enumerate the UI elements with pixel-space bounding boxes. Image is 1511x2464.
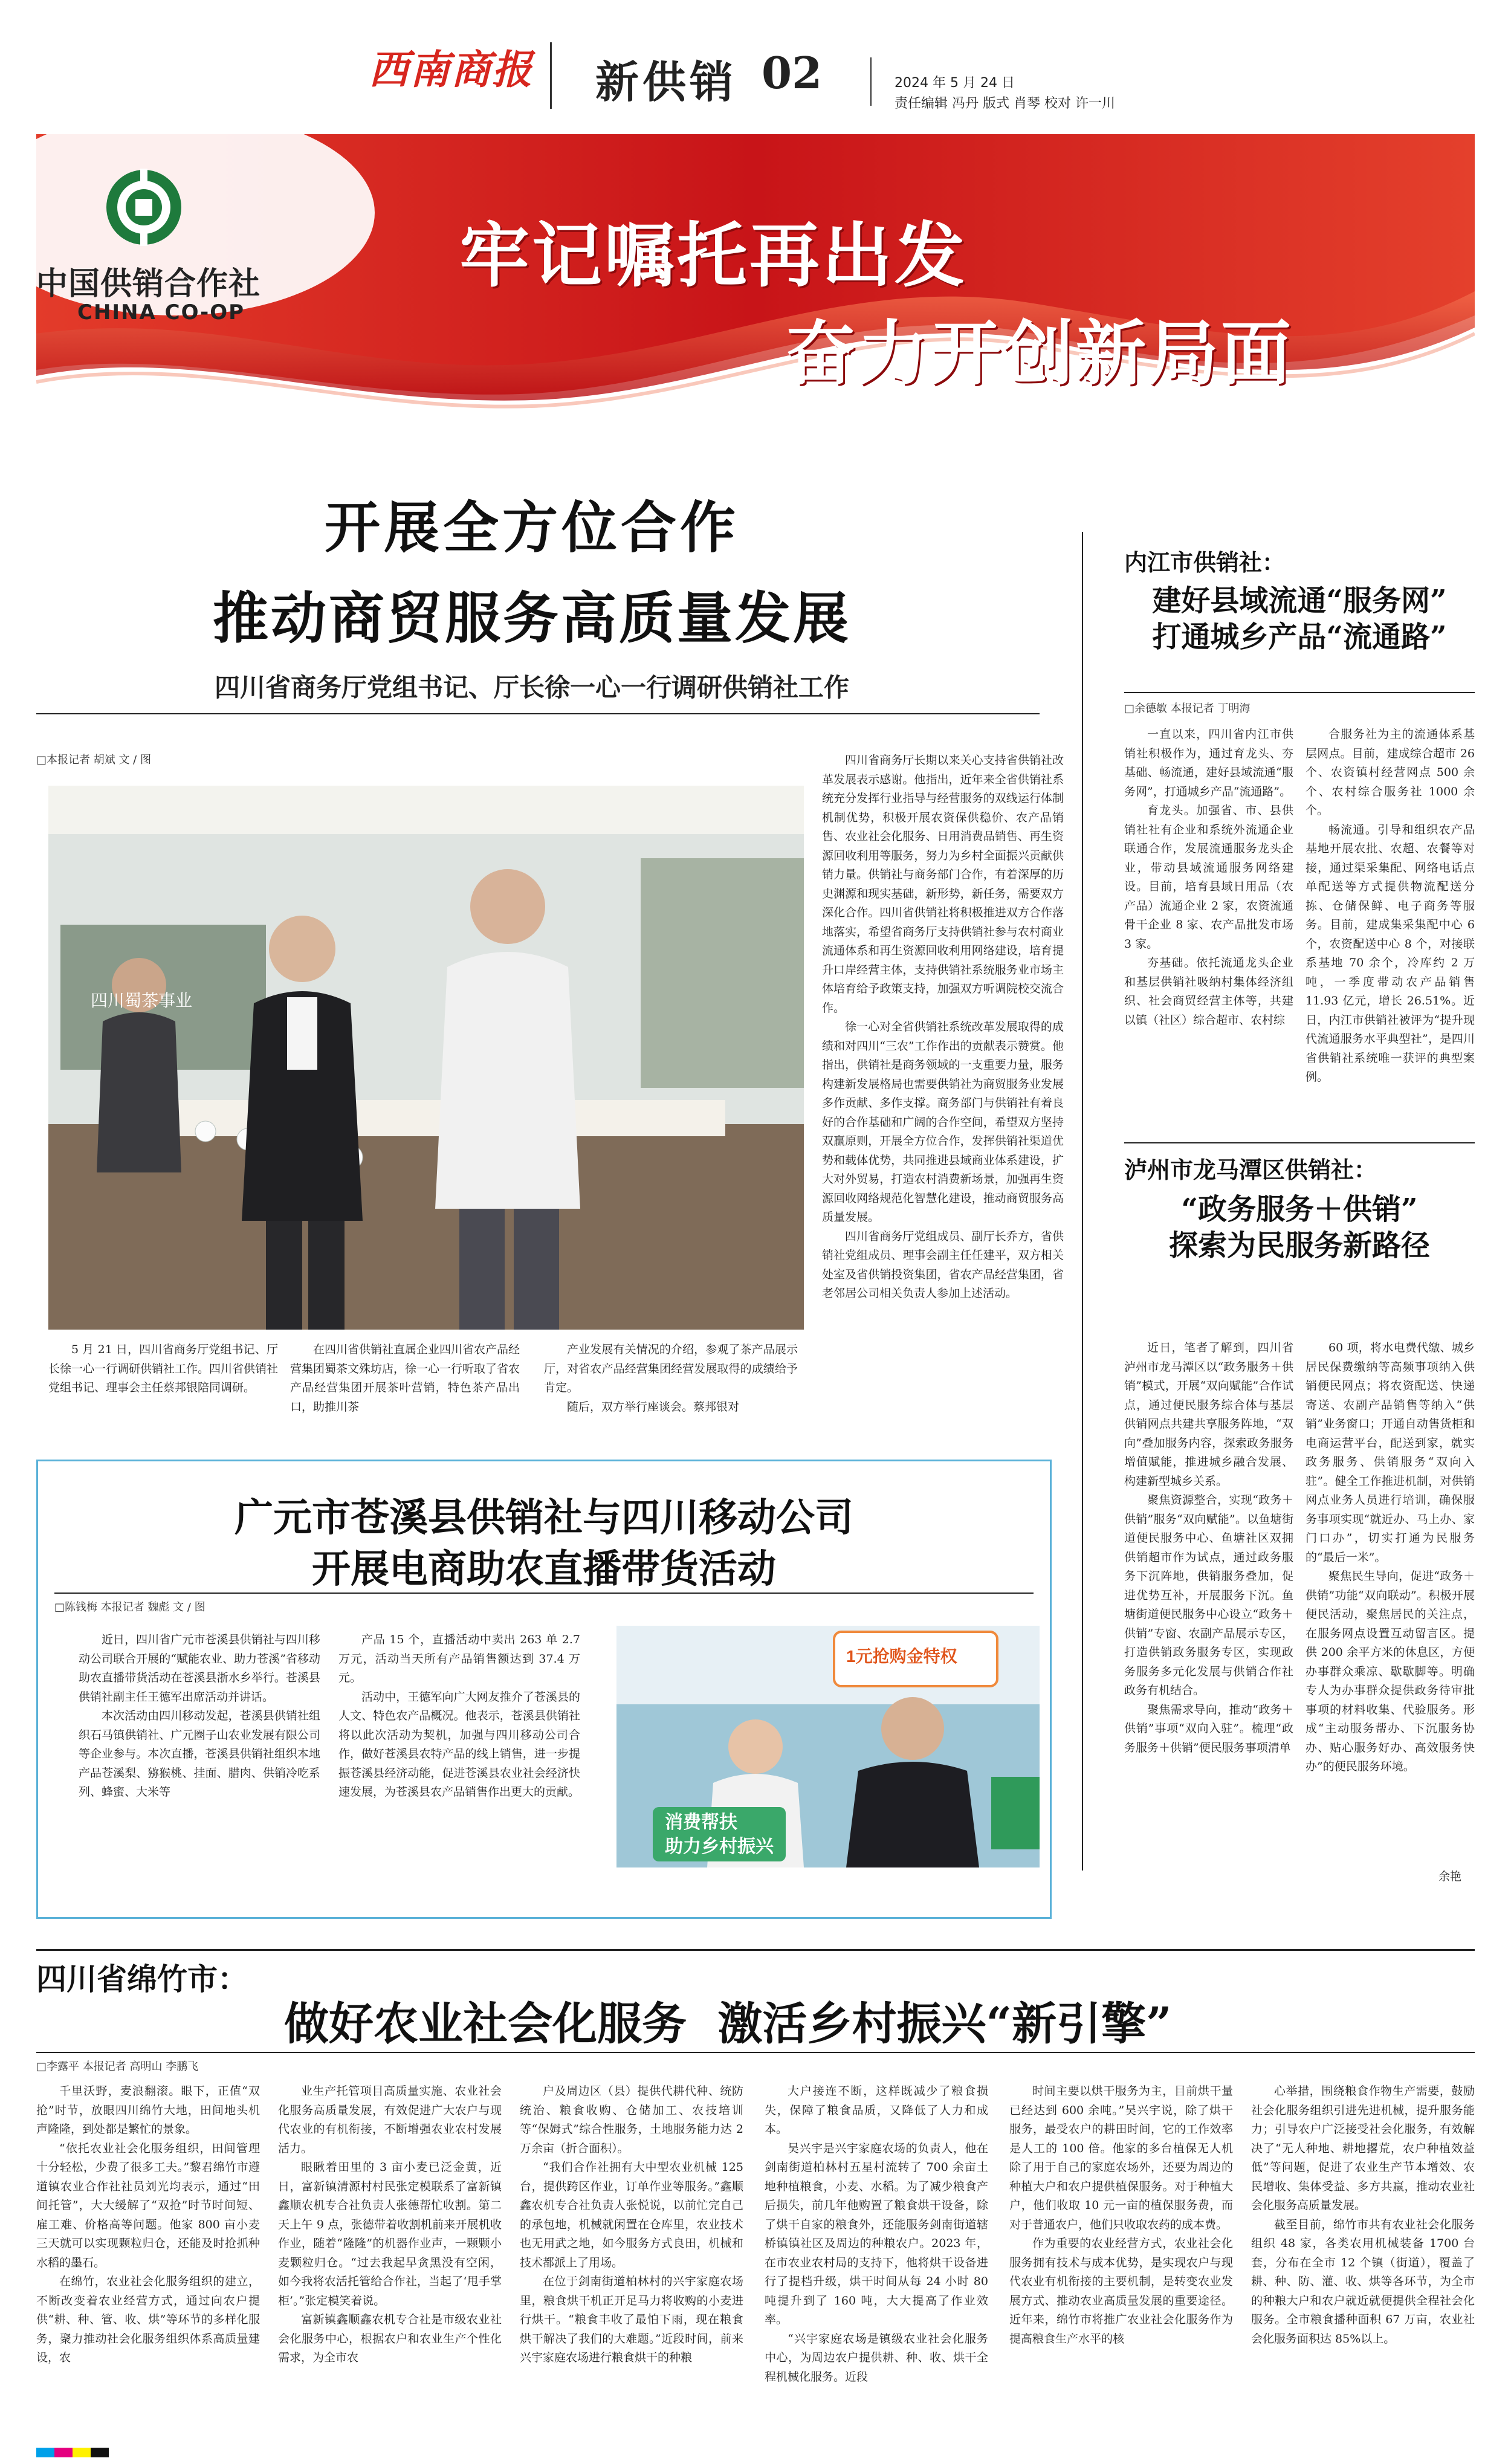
article-5-col-1-paragraph: 千里沃野，麦浪翻滚。眼下，正值“双抢”时节，放眼四川绵竹大地，田间地头机声隆隆，到处都是繁忙的景象。 xyxy=(36,2084,260,2136)
article-3-col-2-paragraph: 畅流通。引导和组织农产品基地开展农批、农超、农餐等对接，通过渠采集配、网络电话点单配送等方式提供物流配送分拣、仓储保鲜、电子商务等服务。目前，建成集采集配中心 6 个，农资配送中心 8 个，对接联系基地 70 余个，冷库约 2 万吨，一季度带动农产品销售 11.93 亿元，增长 26.51%。近日，内江市供销社被评为“提升现代流通服务水平典型社”，是四川省供销社系统唯一获评的典型案例。 xyxy=(1306,823,1475,1084)
article-3-title-line-1: 建好县域流通“服务网” xyxy=(1152,584,1447,618)
article-5-col-1 xyxy=(36,2082,260,2368)
article-1-right-column xyxy=(822,751,1064,1304)
article-5-col-5-paragraph: 作为重要的农业经营方式，农业社会化服务拥有技术与成本优势，是实现农户与现代农业有机衔接的主要机制，是转变农业发展方式、推动农业高质量发展的重要途径。近年来，绵竹市将推广农业社会化服务作为提高粮食生产水平的核 xyxy=(1009,2237,1233,2346)
article-4-col-1-paragraph: 聚焦资源整合，实现“政务＋供销”服务“双向赋能”。以鱼塘街道便民服务中心、鱼塘社区双拥供销超市作为试点，通过政务服务下沉阵地，供销服务叠加，促进优势互补，开展服务下沉。鱼塘街道便民服务中心设立“政务＋供销”专窗、农副产品展示专区，打造供销政务服务专区，实现政务服务多元化发展与供销合作社政务有机结合。 xyxy=(1124,1493,1293,1697)
article-2-col-1-paragraph: 本次活动由四川移动发起，苍溪县供销社组织石马镇供销社、广元圈子山农业发展有限公司等企业参与。本次直播，苍溪县供销社组织本地产品苍溪梨、猕猴桃、挂面、腊肉、供销冷吃系列、蜂蜜、大米等 xyxy=(79,1709,320,1799)
article-4-col-2 xyxy=(1306,1339,1475,1777)
article-1-caption xyxy=(48,1340,278,1398)
article-1-byline: □本报记者 胡斌 文 / 图 xyxy=(36,754,151,766)
article-1-col-3-paragraph: 随后，双方举行座谈会。蔡邦银对 xyxy=(567,1400,740,1414)
article-1-col-3-paragraph: 产业发展有关情况的介绍，参观了茶产品展示厅，对省农产品经营集团经营发展取得的成绩给予肯定。 xyxy=(544,1343,798,1394)
slogan-banner xyxy=(36,134,1475,442)
article-5-col-2-paragraph: 业生产托管项目高质量实施、农业社会化服务高质量发展，有效促进广大农户与现代农业的有机衔接，不断增强农业农村发展活力。 xyxy=(278,2084,502,2155)
article-5-col-6-paragraph: 心举措，围绕粮食作物生产需要，鼓励社会化服务组织引进先进机械，提升服务能力；引导农户广泛接受社会化服务，有效解决了“无人种地、耕地撂荒，农户种植效益低”等问题，促进了农业生产节本增效、农民增收、集体受益、多方共赢，推动农业社会化服务高质量发展。 xyxy=(1251,2084,1475,2212)
coop-logo xyxy=(104,167,184,247)
article-1-title-line-2: 推动商贸服务高质量发展 xyxy=(212,586,851,651)
article-3-title-line-2: 打通城乡产品“流通路” xyxy=(1152,620,1447,654)
article-4-col-1-paragraph: 近日，笔者了解到，四川省泸州市龙马潭区以“政务服务＋供销”模式，开展“双向赋能”合作试点，通过便民服务综合体与基层供销网点共建共享服务阵地，“双向”叠加服务内容，探索政务服务增值赋能，推进城乡融合发展、构建新型城乡关系。 xyxy=(1124,1341,1293,1488)
article-2-col-2-paragraph: 产品 15 个，直播活动中卖出 263 单 2.7 万元，活动当天所有产品销售额达到 37.4 万元。 xyxy=(338,1633,580,1684)
article-5-col-4-paragraph: 吴兴宇是兴宇家庭农场的负责人，他在剑南街道柏林村五星村流转了 700 余亩土地种植粮食，小麦、水稻。为了减少粮食产后损失，前几年他购置了粮食烘干设备，除了烘干自家的粮食外，还能服务剑南街道辖桥镇镇社区及周边的种粮农户。2023 年，在市农业农村局的支持下，他将烘干设备进行了提档升级，烘干时间从每 24 小时 80 吨提升到了 160 吨，大大提高了作业效率。 xyxy=(765,2141,988,2326)
article-4-region: 泸州市龙马潭区供销社： xyxy=(1124,1157,1377,1183)
article-5-col-3-paragraph: 户及周边区（县）提供代耕代种、统防统治、粮食收购、仓储加工、农技培训等“保姆式”综合性服务，土地服务能力达 2 万余亩（折合面积）。 xyxy=(520,2084,743,2155)
article-4-col-2-paragraph: 60 项，将水电费代缴、城乡居民保费缴纳等高频事项纳入供销便民网点；将农资配送、快递寄送、农副产品销售等纳入“供销”业务窗口；开通自动售货柜和电商运营平台，配送到家，就实政务服务、供销服务“双向入驻”。健全工作推进机制，对供销网点业务人员进行培训，确保服务事项实现“就近办、马上办、家门口办”，切实打通为民服务的“最后一米”。 xyxy=(1306,1341,1475,1564)
masthead-divider-2 xyxy=(870,57,872,106)
article-1-right-column-paragraph: 徐一心对全省供销社系统改革发展取得的成绩和对四川“三农”工作作出的贡献表示赞赏。他指出，供销社是商务领域的一支重要力量，服务构建新发展格局也需要供销社为商贸服务业发展多作贡献、多作支撑。商务部门与供销社有着良好的合作基础和广阔的合作空间，希望双方坚持双赢原则，开展全方位合作，发挥供销社渠道优势和载体优势，共同推进县域商业体系建设，扩大对外贸易，打造农村消费新场景，加强再生资源回收网络规范化智慧化建设，推动商贸服务高质量发展。 xyxy=(822,1020,1064,1224)
article-1-caption-text: 5 月 21 日，四川省商务厅党组书记、厅长徐一心一行调研供销社工作。四川省供销社党组书记、理事会主任蔡邦银陪同调研。 xyxy=(48,1343,279,1394)
coop-name-cn: 中国供销合作社 xyxy=(36,266,261,302)
article-3-bottom-rule xyxy=(1124,1142,1475,1143)
article-2-byline: □陈钱梅 本报记者 魏彪 文 / 图 xyxy=(54,1601,205,1614)
page-number: 02 xyxy=(762,47,823,99)
article-5-rule xyxy=(36,2052,1475,2053)
article-1-col-2-text: 在四川省供销社直属企业四川省农产品经营集团蜀茶文殊坊店，徐一心一行听取了省农产品经营集团开展茶叶营销，特色茶产品出口，助推川茶 xyxy=(290,1343,520,1414)
article-2-title-line-1: 广元市苍溪县供销社与四川移动公司 xyxy=(235,1495,853,1541)
article-1-right-column-paragraph: 四川省商务厅党组成员、副厅长乔方，省供销社党组成员、理事会副主任任建平，双方相关处室及省供销投资集团，省农产品经营集团，省老邻居公司相关负责人参加上述活动。 xyxy=(822,1229,1064,1300)
article-5-col-6-paragraph: 截至目前，绵竹市共有农业社会化服务组织 48 家，各类农用机械装备 1700 台套，分布在全市 12 个镇（街道），覆盖了耕、种、防、灌、收、烘等各环节，为全市的种粮大户和农户就近就便提供全程社会化服务。全市粮食播种面积 67 万亩，农业社会化服务面积达 85%以上。 xyxy=(1251,2217,1475,2346)
slogan-line-2: 奋力开创新局面 xyxy=(786,313,1293,395)
article-4-col-1-paragraph: 聚焦需求导向，推动“政务＋供销”事项“双向入驻”。梳理“政务服务＋供销”便民服务事项清单 xyxy=(1124,1702,1293,1754)
article-1-subtitle: 四川省商务厅党组书记、厅长徐一心一行调研供销社工作 xyxy=(214,673,849,702)
vertical-divider-top xyxy=(1082,532,1083,1871)
article-2-rule xyxy=(54,1593,1034,1594)
photo-slogan-1: 消费帮扶 xyxy=(665,1812,737,1832)
article-5-col-6 xyxy=(1251,2082,1475,2349)
article-2-col-2 xyxy=(338,1631,580,1802)
article-5-top-rule xyxy=(36,1949,1475,1951)
article-4-title-line-2: 探索为民服务新路径 xyxy=(1168,1229,1430,1263)
article-5-col-4 xyxy=(765,2082,988,2387)
article-5-col-2 xyxy=(278,2082,502,2368)
color-registration-bar xyxy=(36,2448,109,2457)
article-5-col-4-paragraph: “兴宇家庭农场是镇级农业社会化服务中心，为周边农户提供耕、种、收、烘干全程机械化服务。近段 xyxy=(765,2332,988,2384)
section-name: 新供销 xyxy=(595,56,737,108)
article-1-title-line-1: 开展全方位合作 xyxy=(324,496,739,560)
article-1-col-3 xyxy=(544,1340,798,1417)
article-2-col-1 xyxy=(79,1631,320,1802)
photo-promo-banner: 1元抢购金特权 xyxy=(846,1647,957,1666)
article-5-col-3-paragraph: 在位于剑南街道柏林村的兴宇家庭农场里，粮食烘干机正开足马力将收购的小麦进行烘干。“粮食丰收了最怕下雨，现在粮食烘干解决了我们的大难题。”近段时间，前来兴宇家庭农场进行粮食烘干的种粮 xyxy=(520,2275,743,2364)
article-4-title-line-1: “政务服务＋供销” xyxy=(1181,1192,1418,1226)
paper-name: 西南商报 xyxy=(369,46,533,93)
article-2-col-1-paragraph: 近日，四川省广元市苍溪县供销社与四川移动公司联合开展的“赋能农业、助力苍溪”省移动助农直播带货活动在苍溪县浙水乡举行。苍溪县供销社副主任王德军出席活动并讲话。 xyxy=(79,1633,320,1704)
article-5-col-5 xyxy=(1009,2082,1233,2349)
article-1-right-column-paragraph: 四川省商务厅长期以来关心支持省供销社改革发展表示感谢。他指出，近年来全省供销社系统充分发挥行业指导与经营服务的双线运行体制机制优势，积极开展农资保供稳价、农产品销售、农业社会化服务、日用消费品销售、再生资源回收利用等服务，努力为乡村全面振兴贡献供销力量。供销社与商务部门合作，有着深厚的历史渊源和现实基础，新形势，新任务，需要双方深化合作。四川省供销社将积极推进双方合作落地落实，希望省商务厅支持供销社参与农村商业流通体系和再生资源回收利用网络建设，培育提升口岸经营主体，支持供销社系统服务业市场主体培育给予政策支持，加强双方听调院校交流合作。 xyxy=(822,754,1064,1015)
article-2-title-line-2: 开展电商助农直播带货活动 xyxy=(312,1547,776,1592)
issue-date: 2024 年 5 月 24 日 xyxy=(895,76,1015,91)
article-3-col-1-paragraph: 育龙头。加强省、市、县供销社社有企业和系统外流通企业联通合作，发展流通服务龙头企业，带动县域流通服务网络建设。目前，培育县域日用品（农产品）流通企业 2 家，农资流通骨干企业 8 家、农产品批发市场 3 家。 xyxy=(1124,804,1293,951)
masthead-divider xyxy=(550,42,552,109)
article-5-byline: □李露平 本报记者 高明山 李鹏飞 xyxy=(36,2060,199,2073)
article-4-col-1 xyxy=(1124,1339,1293,1757)
article-5-col-1-paragraph: 在绵竹，农业社会化服务组织的建立，不断改变着农业经营方式，通过向农户提供“耕、种、管、收、烘”等环节的多样化服务，聚力推动社会化服务组织体系高质量建设，农 xyxy=(36,2275,260,2364)
article-5-col-2-paragraph: 富新镇鑫顺鑫农机专合社是市级农业社会化服务中心，根据农户和农业生产个性化需求，为全市农 xyxy=(278,2313,502,2364)
article-1-photo xyxy=(48,786,804,1330)
editor-credits: 责任编辑 冯丹 版式 肖琴 校对 许一川 xyxy=(895,96,1115,111)
article-5-col-4-paragraph: 大户接连不断，这样既减少了粮食损失，保障了粮食品质，又降低了人力和成本。 xyxy=(765,2084,988,2136)
article-5-col-1-paragraph: “依托农业社会化服务组织，田间管理十分轻松，少费了很多工夫。”黎君绵竹市遵道镇农业合作社社员刘光均表示，通过“田间托管”，大大缓解了“双抢”时节时间短、雇工难、价格高等问题。他家 800 亩小麦三天就可以实现颗粒归仓，还能及时抢抓种水稻的墨石。 xyxy=(36,2141,260,2269)
article-3-col-2 xyxy=(1306,725,1475,1087)
slogan-line-1: 牢记嘱托再出发 xyxy=(459,215,967,297)
visit-scene-illustration xyxy=(48,786,804,1330)
article-3-col-2-paragraph: 合服务社为主的流通体系基层网点。目前，建成综合超市 26 个、农资镇村经营网点 500 余个、农村综合服务社 1000 余个。 xyxy=(1306,728,1475,817)
masthead xyxy=(0,0,1511,130)
photo-shop-sign: 四川蜀茶事业 xyxy=(91,991,193,1010)
article-5-col-3-paragraph: “我们合作社拥有大中型农业机械 125 台，提供跨区作业，订单作业等服务。”鑫顺鑫农机专合社负责人张悦说，以前忙完自己的承包地，机械就闲置在仓库里，农业技术也无用武之地，如今服务方式良田，机械和技术都派上了用场。 xyxy=(520,2161,743,2269)
article-3-rule xyxy=(1124,692,1475,693)
article-5-col-3 xyxy=(520,2082,743,2368)
article-5-title: 做好农业社会化服务 激活乡村振兴“新引擎” xyxy=(284,1998,1172,2050)
article-3-region: 内江市供销社： xyxy=(1124,549,1286,576)
article-3-col-1-paragraph: 一直以来，四川省内江市供销社积极作为，通过育龙头、夯基础、畅流通，建好县域流通“服务网”，打通城乡产品“流通路”。 xyxy=(1124,728,1293,798)
article-3-byline: □余德敏 本报记者 丁明海 xyxy=(1124,702,1251,715)
article-5-region: 四川省绵竹市： xyxy=(36,1962,248,1997)
livestream-scene-illustration xyxy=(616,1626,1040,1867)
coop-name-en: CHINA CO-OP xyxy=(77,300,245,325)
article-4-col-2-paragraph: 聚焦民生导向，促进“政务＋供销”功能“双向联动”。积极开展便民活动，聚焦居民的关注点，在服务网点设置互动留言区。提供 200 余平方米的休息区，方便办事群众乘凉、歇歇脚等。明确专人为办事群众提供政务待审批事项的材料收集、代验服务。形成“主动服务帮办、下沉服务协办、贴心服务好办、高效服务快办”的便民服务环境。 xyxy=(1306,1570,1475,1773)
article-2-col-2-paragraph: 活动中，王德军向广大网友推介了苍溪县的人文、特色农产品概况。他表示，苍溪县供销社将以此次活动为契机，加强与四川移动公司合作，做好苍溪县农特产品的线上销售，进一步提振苍溪县经济动能，促进苍溪县农业社会经济快速发展，为苍溪县农产品销售作出更大的贡献。 xyxy=(338,1690,580,1799)
photo-slogan-2: 助力乡村振兴 xyxy=(665,1837,774,1857)
article-1-rule xyxy=(36,713,1040,714)
article-4-author: 余艳 xyxy=(1438,1870,1462,1883)
article-3-col-1 xyxy=(1124,725,1293,1030)
article-1-col-2 xyxy=(290,1340,520,1417)
article-5-col-5-paragraph: 时间主要以烘干服务为主，目前烘干量已经达到 600 余吨。”吴兴宇说，除了烘干服务，最受农户的耕田时间，它的工作效率是人工的 100 倍。他家的多台植保无人机除了用于自己的家庭农场外，还要为周边的种植大户和农户提供植保服务。对于种植大户，他们收取 10 元一亩的植保服务费，而对于普通农户，他们只收取农药的成本费。 xyxy=(1009,2084,1233,2231)
article-5-col-2-paragraph: 眼瞅着田里的 3 亩小麦已泛金黄，近日，富新镇清源村村民张定模联系了富新镇鑫顺农机专合社负责人张德帮忙收割。第二天上午 9 点，张德带着收割机前来开展机收作业，随着“隆隆”的机器作业声，一颗颗小麦颗粒归仓。“过去我起早贪黑没有空闲，如今我将农活托管给合作社，当起了‘甩手掌柜’。”张定模笑着说。 xyxy=(278,2161,502,2307)
article-2-photo xyxy=(616,1626,1040,1867)
article-3-col-1-paragraph: 夯基础。依托流通龙头企业和基层供销社吸纳村集体经济组织、社会商贸经营主体等，共建以镇（社区）综合超市、农村综 xyxy=(1124,956,1293,1027)
